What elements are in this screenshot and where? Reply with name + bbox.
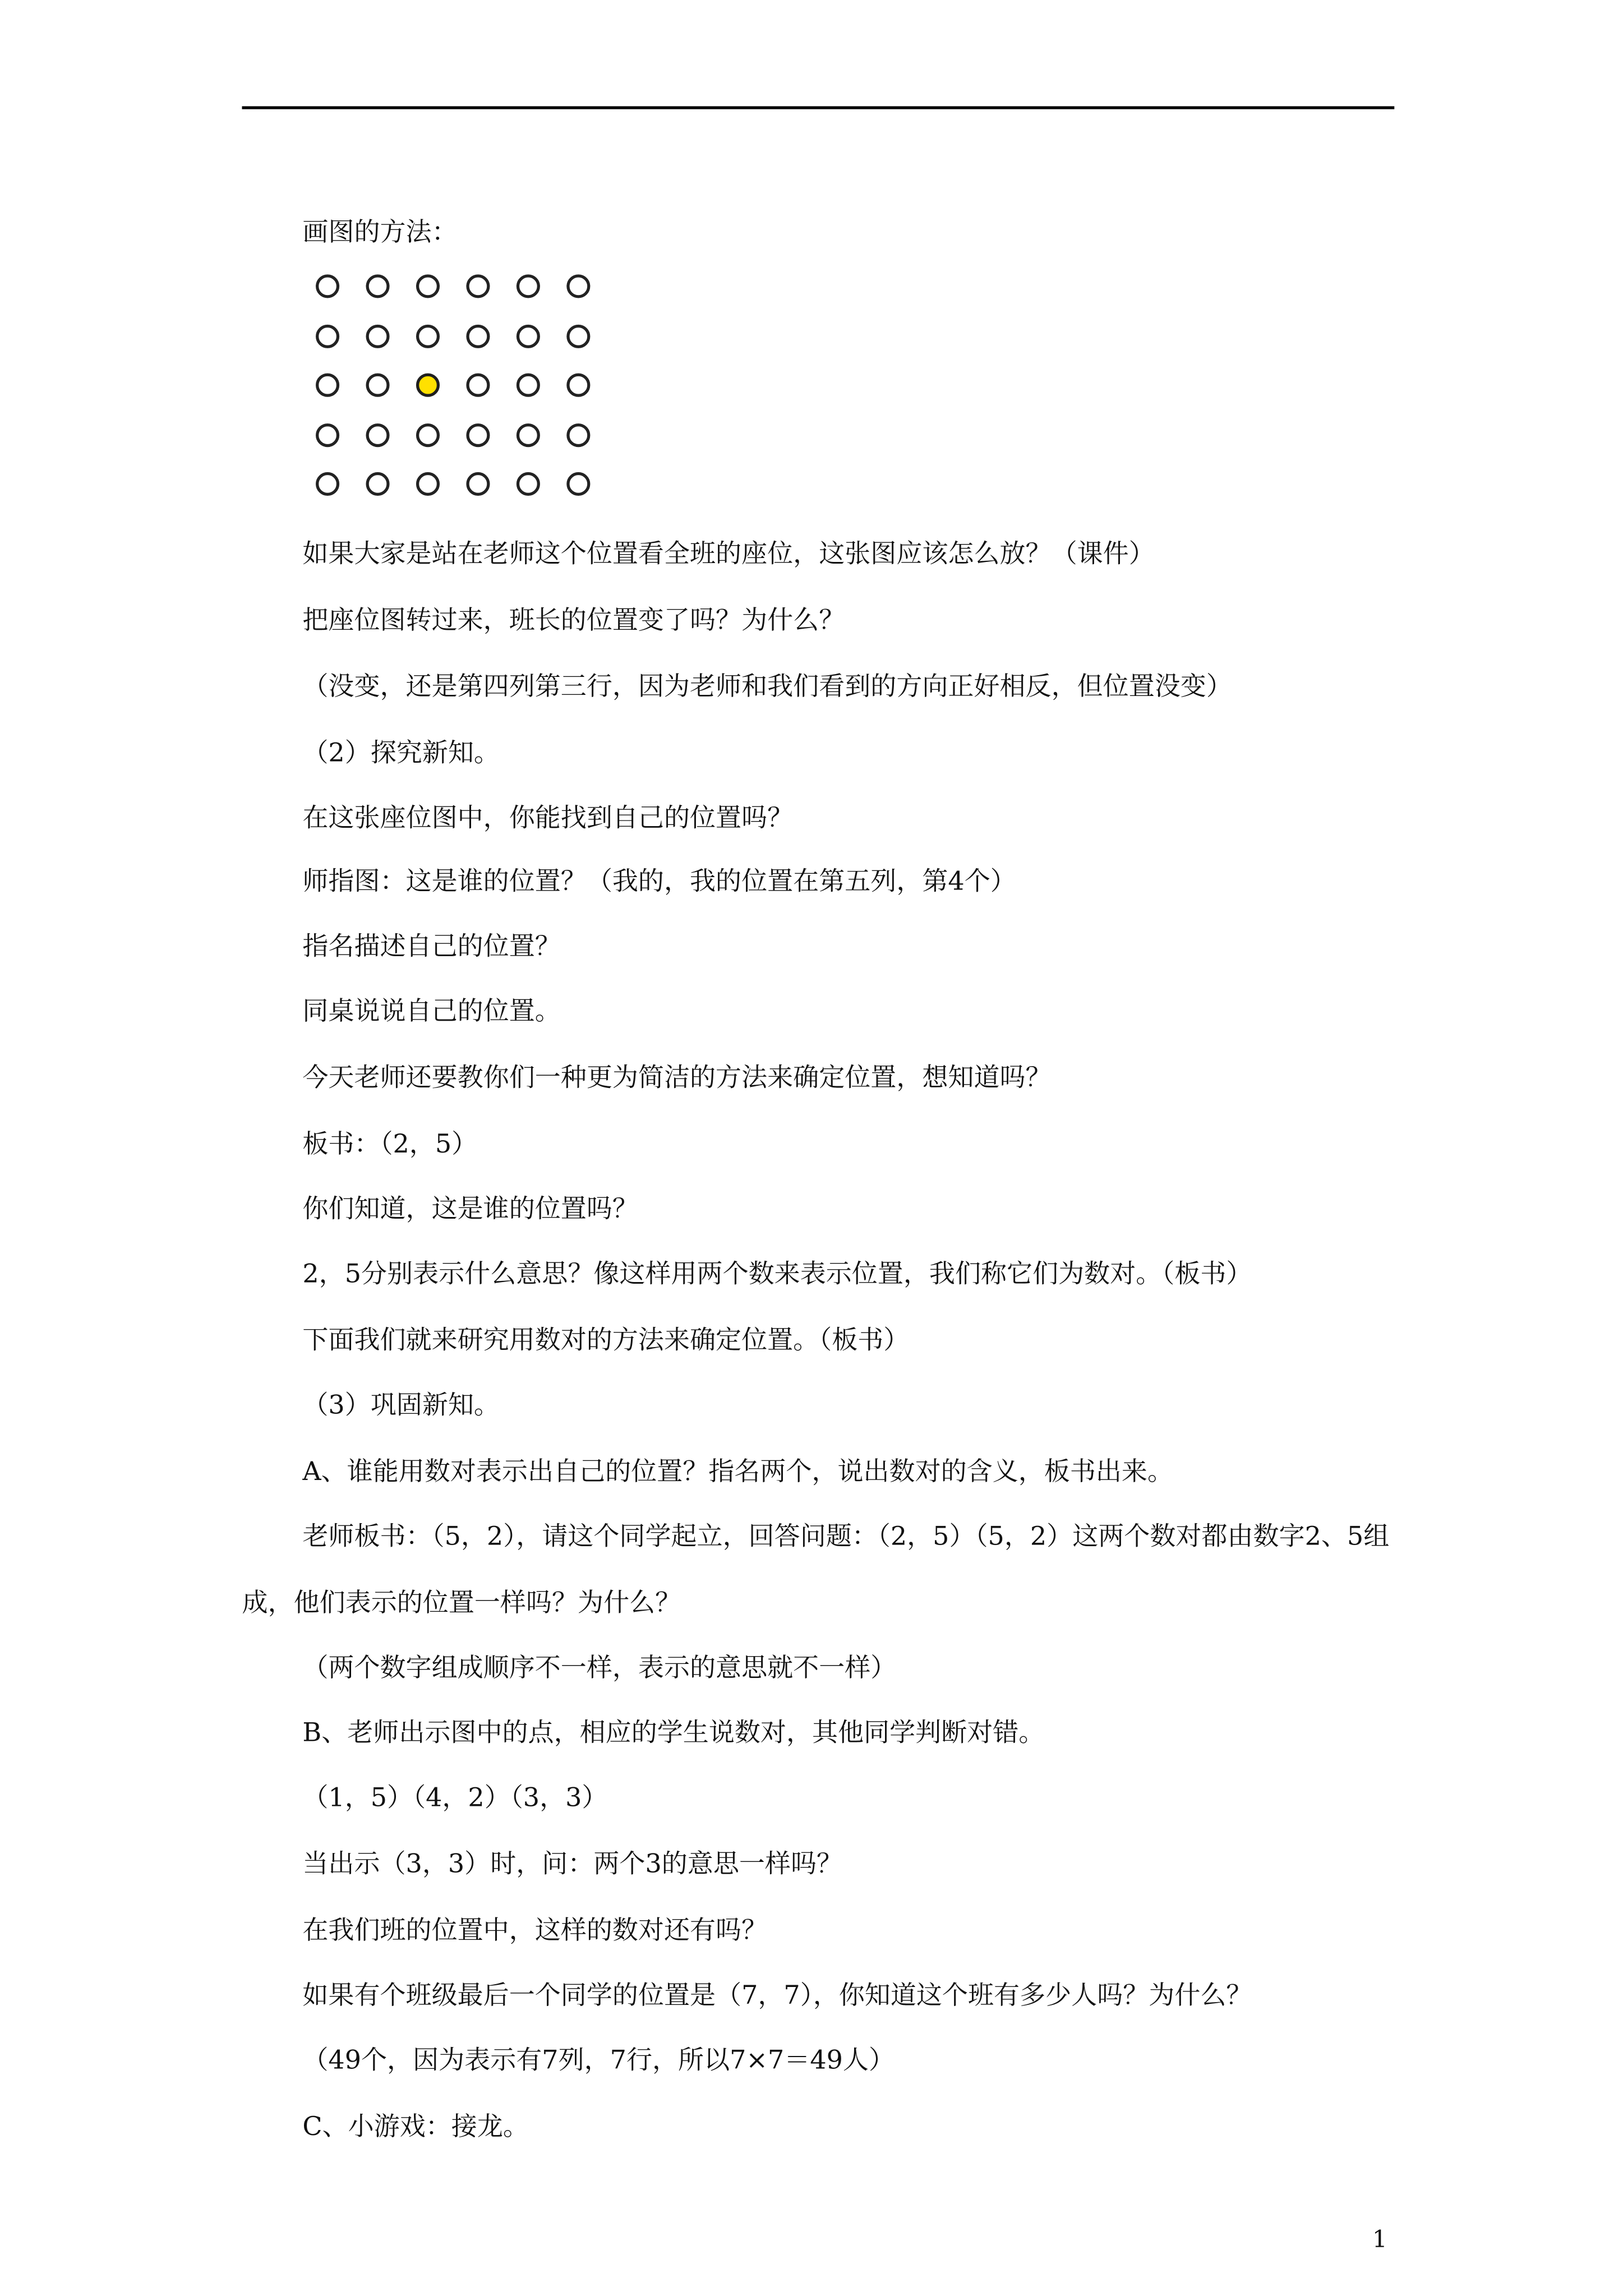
header-rule [242, 106, 1394, 109]
paragraph: 同桌说说自己的位置。 [302, 997, 561, 1027]
seat-circle [566, 324, 590, 348]
seat-circle [416, 423, 440, 446]
seat-circle-highlighted [416, 374, 440, 397]
seat-circle [366, 374, 389, 397]
paragraph: 当出示（3，3）时，问：两个3的意思一样吗？ [302, 1850, 843, 1880]
paragraph: 下面我们就来研究用数对的方法来确定位置。（板书） [302, 1326, 910, 1356]
paragraph: （49个，因为表示有7列，7行，所以7×7＝49人） [302, 2046, 895, 2076]
paragraph: 2，5分别表示什么意思？像这样用两个数来表示位置，我们称它们为数对。（板书） [302, 1260, 1252, 1290]
paragraph: C、小游戏：接龙。 [302, 2113, 529, 2143]
seat-circle [366, 423, 389, 446]
paragraph: （没变，还是第四列第三行，因为老师和我们看到的方向正好相反，但位置没变） [302, 672, 1232, 703]
paragraph: 如果大家是站在老师这个位置看全班的座位，这张图应该怎么放？（课件） [302, 540, 1155, 570]
seat-circle [517, 472, 540, 496]
seat-circle [517, 274, 540, 298]
seat-circle [366, 472, 389, 496]
paragraph: B、老师出示图中的点，相应的学生说数对，其他同学判断对错。 [302, 1719, 1045, 1749]
paragraph: （1，5）（4，2）（3，3） [302, 1783, 608, 1814]
paragraph-drawing-method: 画图的方法： [302, 218, 458, 248]
seat-circle [466, 423, 490, 446]
seat-circle [517, 324, 540, 348]
seat-circle [566, 423, 590, 446]
paragraph: 把座位图转过来，班长的位置变了吗？为什么？ [302, 606, 845, 636]
paragraph: 师指图：这是谁的位置？（我的，我的位置在第五列，第4个） [302, 868, 1016, 897]
paragraph: 老师板书：（5，2），请这个同学起立，回答问题：（2，5）（5，2）这两个数对都由数字2、5组成，他们表示的位置一样吗？为什么？ [242, 1523, 1390, 1619]
paragraph: 在我们班的位置中，这样的数对还有吗？ [302, 1916, 768, 1947]
seat-circle [416, 274, 440, 298]
seat-circle [466, 374, 490, 397]
seat-circle [566, 374, 590, 397]
section-heading: （2）探究新知。 [302, 739, 500, 769]
seat-circle [466, 274, 490, 298]
seat-circle [416, 472, 440, 496]
paragraph: 如果有个班级最后一个同学的位置是（7，7），你知道这个班有多少人吗？为什么？ [302, 1981, 1252, 2012]
paragraph: A、谁能用数对表示出自己的位置？指名两个，说出数对的含义，板书出来。 [302, 1458, 1174, 1488]
seat-circle [316, 374, 339, 397]
paragraph: 板书：（2，5） [302, 1130, 478, 1160]
seat-circle [316, 274, 339, 298]
section-heading: （3）巩固新知。 [302, 1391, 500, 1421]
paragraph: （两个数字组成顺序不一样，表示的意思就不一样） [302, 1654, 897, 1684]
seat-circle [566, 472, 590, 496]
page-number: 1 [1372, 2225, 1387, 2253]
paragraph: 在这张座位图中，你能找到自己的位置吗？ [302, 804, 794, 834]
seat-circle [517, 423, 540, 446]
seat-circle [316, 472, 339, 496]
paragraph: 你们知道，这是谁的位置吗？ [302, 1195, 638, 1225]
seat-circle [517, 374, 540, 397]
seat-circle [466, 324, 490, 348]
paragraph: 今天老师还要教你们一种更为简洁的方法来确定位置，想知道吗？ [302, 1063, 1052, 1094]
seat-circle [316, 423, 339, 446]
seat-circle [366, 274, 389, 298]
seat-circle [416, 324, 440, 348]
seat-circle [566, 274, 590, 298]
seat-circle [366, 324, 389, 348]
seat-circle [466, 472, 490, 496]
seat-circle [316, 324, 339, 348]
paragraph: 指名描述自己的位置？ [302, 932, 561, 962]
